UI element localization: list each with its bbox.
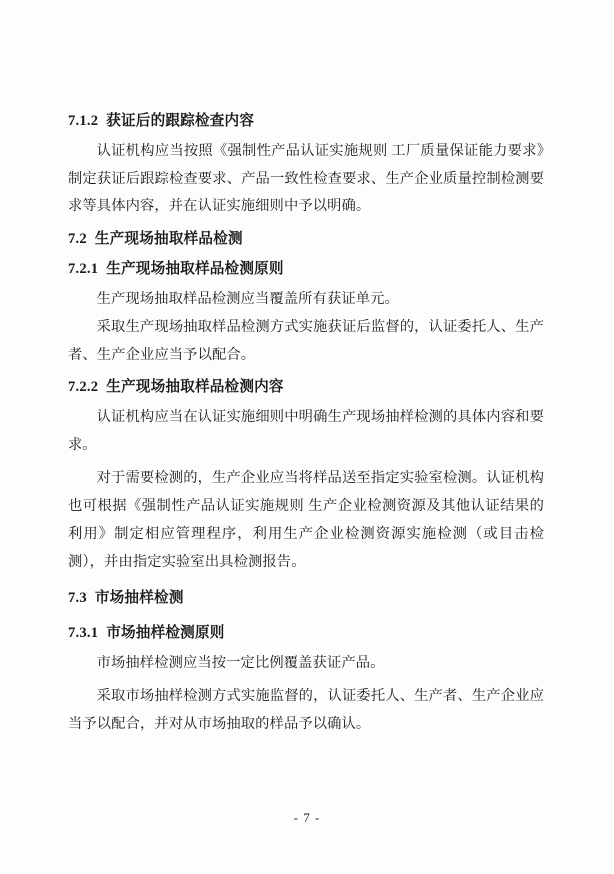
spacer bbox=[68, 576, 544, 585]
heading-text: 市场抽样检测 bbox=[94, 590, 184, 607]
paragraph: 对于需要检测的，生产企业应当将样品送至指定实验室检测。认证机构也可根据《强制性产品认证实施规则 生产企业检测资源及其他认证结果的利用》制定相应管理程序，利用生产企业检测资源实施检测（或目击检测），并由指定实验室出具检测报告。 bbox=[68, 469, 544, 570]
heading-number: 7.2 bbox=[68, 231, 87, 248]
page-number: - 7 - bbox=[293, 810, 321, 825]
section-heading-7-2-1 bbox=[68, 256, 544, 284]
heading-text: 生产现场抽取样品检测内容 bbox=[106, 379, 284, 396]
paragraph: 认证机构应当在认证实施细则中明确生产现场抽样检测的具体内容和要求。 bbox=[68, 409, 544, 453]
section-heading-7-2-2 bbox=[68, 374, 544, 402]
heading-text: 生产现场抽取样品检测 bbox=[94, 231, 243, 248]
heading-number: 7.3.1 bbox=[68, 625, 99, 642]
document-body bbox=[68, 108, 544, 738]
heading-number: 7.2.1 bbox=[68, 261, 99, 278]
heading-number: 7.1.2 bbox=[68, 113, 99, 129]
paragraph: 采取市场抽样检测方式实施监督的，认证委托人、生产者、生产企业应当予以配合，并对从市场抽取的样品予以确认。 bbox=[68, 687, 544, 732]
paragraph: 生产现场抽取样品检测应当覆盖所有获证单元。 bbox=[96, 290, 399, 307]
paragraph: 认证机构应当按照《强制性产品认证实施规则 工厂质量保证能力要求》制定获证后跟踪检查要求、产品一致性检查要求、生产企业质量控制检测要求等具体内容，并在认证实施细则中予以明确。 bbox=[68, 142, 544, 215]
paragraph: 采取生产现场抽取样品检测方式实施获证后监督的，认证委托人、生产者、生产企业应当予以配合。 bbox=[68, 318, 544, 363]
heading-text: 生产现场抽取样品检测原则 bbox=[106, 261, 284, 278]
heading-text: 获证后的跟踪检查内容 bbox=[106, 113, 255, 129]
paragraph: 市场抽样检测应当按一定比例覆盖获证产品。 bbox=[96, 654, 385, 671]
heading-number: 7.2.2 bbox=[68, 379, 99, 396]
section-heading-7-3 bbox=[68, 585, 544, 613]
section-heading-7-1-2 bbox=[68, 108, 544, 136]
heading-text: 市场抽样检测原则 bbox=[106, 625, 225, 642]
section-heading-7-3-1 bbox=[68, 620, 544, 648]
section-heading-7-2 bbox=[68, 226, 544, 254]
heading-number: 7.3 bbox=[68, 590, 87, 607]
